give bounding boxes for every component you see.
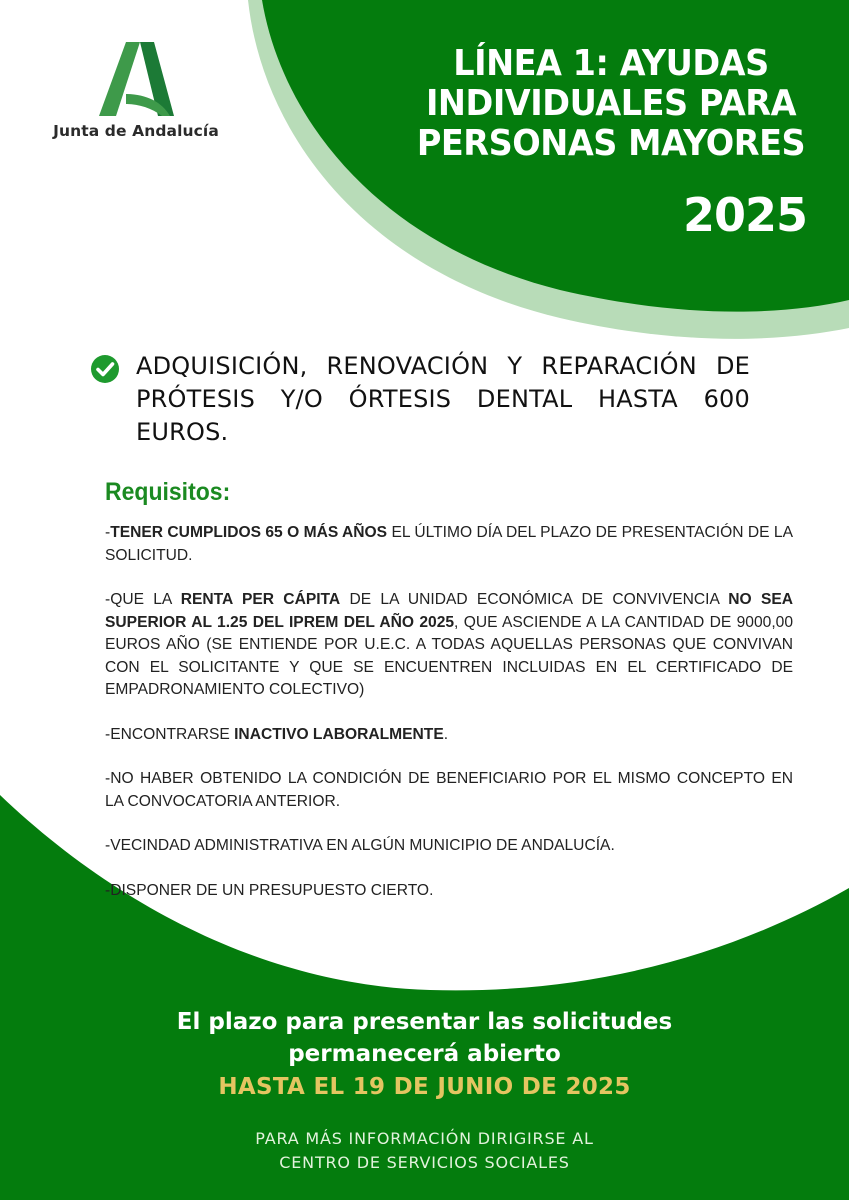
info-line-1: PARA MÁS INFORMACIÓN DIRIGIRSE AL (255, 1129, 594, 1148)
requirements-heading: Requisitos: (105, 478, 231, 506)
info-block (0, 1127, 849, 1175)
requirement-item (105, 522, 793, 567)
req-text: , QUE ASCIENDE A LA CANTIDAD DE 9000,00 EUROS AÑO (SE ENTIENDE POR U.E.C. A TODAS AQUELLAS PERSONAS QUE CONVIVAN CON EL SOLICITANTE Y QUE SE ENCUENTREN INCLUIDAS EN EL CERTIFICADO DE EMPADRONAMIENTO COLECTIVO) (105, 613, 794, 698)
req-text: DE LA UNIDAD ECONÓMICA DE CONVIVENCIA (340, 591, 729, 608)
requirement-item (105, 724, 793, 747)
requirement-item (105, 589, 793, 702)
check-circle-icon (90, 354, 120, 384)
title-line-2: INDIVIDUALES PARA (425, 83, 797, 124)
req-text: -VECINDAD ADMINISTRATIVA EN ALGÚN MUNICIPIO DE ANDALUCÍA. (105, 837, 615, 854)
deadline-line-1: El plazo para presentar las solicitudes (176, 1009, 673, 1035)
requirement-item (105, 768, 793, 813)
req-text: -QUE LA (105, 591, 181, 608)
deadline-date: HASTA EL 19 DE JUNIO DE 2025 (218, 1074, 631, 1100)
req-bold-text: TENER CUMPLIDOS 65 O MÁS AÑOS (110, 524, 388, 541)
req-bold-text: NO SEA SUPERIOR AL 1.25 DEL IPREM DEL AÑO 2025 (105, 591, 794, 631)
deadline-block (0, 1006, 849, 1104)
req-text: -NO HABER OBTENIDO LA CONDICIÓN DE BENEFICIARIO POR EL MISMO CONCEPTO EN LA CONVOCATORIA ANTERIOR. (105, 770, 793, 810)
deadline-line-2: permanecerá abierto (288, 1041, 561, 1067)
benefit-text: ADQUISICIÓN, RENOVACIÓN Y REPARACIÓN DE PRÓTESIS Y/O ÓRTESIS DENTAL HASTA 600 EUROS. (136, 352, 750, 446)
title-line-1: LÍNEA 1: AYUDAS (453, 43, 769, 84)
title-year: 2025 (682, 188, 807, 242)
req-text: . (443, 725, 449, 743)
requirement-item (105, 835, 793, 858)
title-line-3: PERSONAS MAYORES (416, 123, 806, 164)
req-bold-text: RENTA PER CÁPITA (180, 591, 341, 608)
requirement-item (105, 880, 793, 903)
junta-andalucia-logo (50, 42, 222, 140)
junta-andalucia-a-icon (96, 42, 176, 116)
req-text: - (105, 524, 111, 541)
req-text: -DISPONER DE UN PRESUPUESTO CIERTO. (105, 881, 434, 899)
logo-text: Junta de Andalucía (53, 122, 219, 140)
req-bold-text: INACTIVO LABORALMENTE (234, 725, 444, 743)
benefit-item (90, 350, 750, 449)
req-text: EL ÚLTIMO DÍA DEL PLAZO DE PRESENTACIÓN DE LA SOLICITUD. (105, 524, 793, 564)
req-text: -ENCONTRARSE (105, 725, 235, 743)
requirements-list (105, 522, 793, 924)
page-title (380, 44, 842, 164)
info-line-2: CENTRO DE SERVICIOS SOCIALES (279, 1153, 570, 1172)
